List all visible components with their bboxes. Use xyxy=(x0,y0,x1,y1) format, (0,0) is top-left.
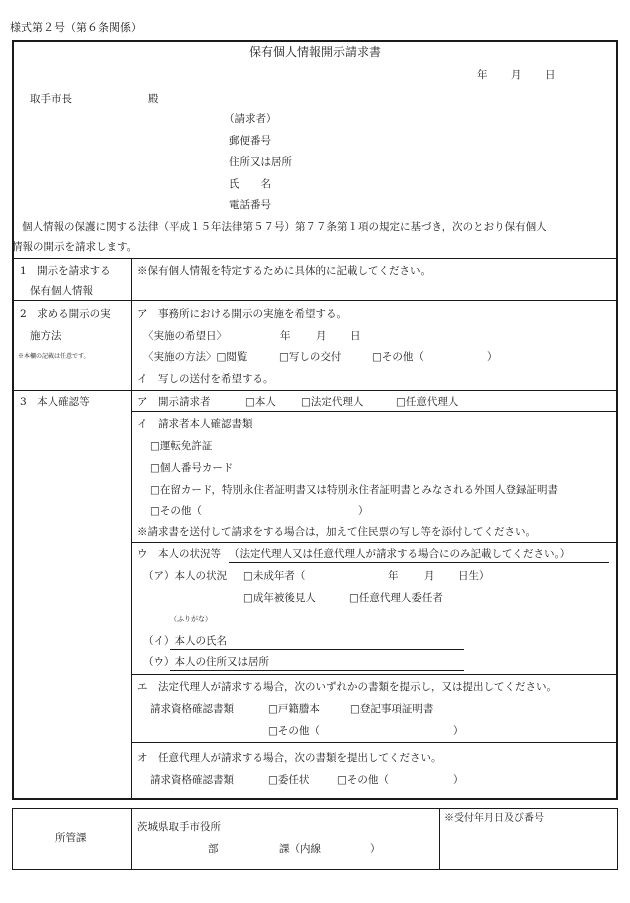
s3-b-other-checkbox[interactable]: □その他（ xyxy=(150,505,202,517)
s3-c-name-underline[interactable] xyxy=(170,649,464,650)
s2-date-year: 年 xyxy=(280,330,291,342)
date-month: 月 xyxy=(511,69,522,81)
s3-c-head-note: （法定代理人又は任意代理人が請求する場合にのみ記載してください。） xyxy=(229,548,571,560)
s3-c-head-underline xyxy=(229,562,609,563)
s2-method-view-checkbox[interactable]: 〈実施の方法〉□閲覧 xyxy=(143,351,248,363)
s3-c-rule xyxy=(131,674,618,675)
requester-address-label: 住所又は居所 xyxy=(229,156,292,168)
date-year: 年 xyxy=(477,69,488,81)
frame-left xyxy=(12,40,14,800)
s3-c-minor-year: 年 xyxy=(388,570,399,582)
s3-c-furigana: （ふりがな） xyxy=(170,615,212,623)
s1-instruction: ※保有個人情報を特定するために具体的に記載してください。 xyxy=(137,265,431,277)
footer-bottom xyxy=(12,869,618,870)
s3-c-name-label: （イ）本人の氏名 xyxy=(143,635,227,647)
s3-c-delegator-checkbox[interactable]: □任意代理人委任者 xyxy=(349,592,443,604)
s3-d-text: エ 法定代理人が請求する場合，次のいずれかの書類を提示し，又は提出してください。 xyxy=(137,681,557,693)
s3-c-address-underline[interactable] xyxy=(170,670,464,671)
s3-c-status-label: （ア）本人の状況 xyxy=(143,570,227,582)
s3-c-head: ウ 本人の状況等 xyxy=(137,548,221,560)
frame-right xyxy=(616,40,618,800)
requester-heading: （請求者） xyxy=(224,113,277,125)
s2-label-line1: 2 求める開示の実 xyxy=(20,308,111,320)
footer-left xyxy=(12,808,13,870)
s3-a-voluntary-rep-checkbox[interactable]: □任意代理人 xyxy=(396,396,459,408)
row1-rule xyxy=(12,300,618,301)
row2-rule xyxy=(12,390,618,391)
intro-line-1: 個人情報の保護に関する法律（平成１５年法律第５７号）第７７条第１項の規定に基づき，次のとおり保有個人 xyxy=(22,221,547,233)
s3-c-guardian-checkbox[interactable]: □成年被後見人 xyxy=(243,592,316,604)
s3-d-rule xyxy=(131,742,618,743)
footer-top xyxy=(12,808,618,809)
footer-divider-2 xyxy=(439,808,440,870)
s3-b-other-close: ） xyxy=(358,505,369,517)
s3-b-note: ※請求書を送付して請求をする場合は，加えて住民票の写し等を添付してください。 xyxy=(137,526,536,538)
table-top-rule xyxy=(12,258,618,259)
footer-divider-1 xyxy=(131,808,132,870)
footer-dept-label: 所管課 xyxy=(55,832,87,844)
frame-top xyxy=(12,40,618,42)
requester-name-label: 氏 名 xyxy=(229,178,271,190)
s3-c-minor-checkbox[interactable]: □未成年者（ xyxy=(243,570,306,582)
s3-a-self-checkbox[interactable]: □本人 xyxy=(245,396,276,408)
s2-label-line2: 施方法 xyxy=(30,330,62,342)
s3-e-proxy-checkbox[interactable]: □委任状 xyxy=(268,774,310,786)
s2-optional-note: ※本欄の記載は任意です。 xyxy=(18,353,90,360)
requester-phone-label: 電話番号 xyxy=(229,199,271,211)
frame-bottom xyxy=(12,798,618,800)
date-day: 日 xyxy=(545,69,556,81)
s3-b-license-checkbox[interactable]: □運転免許証 xyxy=(150,440,213,452)
s3-d-other-checkbox[interactable]: □その他（ xyxy=(268,725,320,737)
s3-e-label: 請求資格確認書類 xyxy=(150,774,234,786)
s3-d-registry-checkbox[interactable]: □登記事項証明書 xyxy=(350,703,434,715)
s3-c-address-label: （ウ）本人の住所又は居所 xyxy=(143,656,269,668)
s3-a-text: ア 開示請求者 xyxy=(137,396,211,408)
label-column-rule xyxy=(131,258,132,798)
form-title: 保有個人情報開示請求書 xyxy=(248,45,381,59)
footer-bu: 部 xyxy=(208,843,219,855)
addressee-name: 取手市長 xyxy=(30,93,72,105)
s1-label-line2: 保有個人情報 xyxy=(30,285,93,297)
s3-d-label: 請求資格確認書類 xyxy=(150,703,234,715)
footer-ka-extension: 課（内線 xyxy=(279,843,321,855)
s3-b-title: イ 請求者本人確認書類 xyxy=(137,418,253,430)
s3-c-minor-day: 日生） xyxy=(458,570,490,582)
s2-option-b: イ 写しの送付を希望する。 xyxy=(137,373,274,385)
s3-b-mynumber-checkbox[interactable]: □個人番号カード xyxy=(150,462,234,474)
s3-b-rule xyxy=(131,542,618,543)
footer-office: 茨城県取手市役所 xyxy=(137,821,221,833)
s2-method-copy-checkbox[interactable]: □写しの交付 xyxy=(279,351,342,363)
form-number: 様式第２号（第６条関係） xyxy=(10,21,142,34)
s2-method-other-checkbox[interactable]: □その他（ xyxy=(372,351,424,363)
addressee-honorific: 殿 xyxy=(148,93,159,105)
s3-a-legal-rep-checkbox[interactable]: □法定代理人 xyxy=(301,396,364,408)
s3-label: 3 本人確認等 xyxy=(20,396,90,408)
intro-line-2: 情報の開示を請求します。 xyxy=(12,241,138,253)
footer-receipt-label: ※受付年月日及び番号 xyxy=(444,813,544,824)
footer-right xyxy=(617,808,618,870)
s3-c-minor-month: 月 xyxy=(424,570,435,582)
s3-d-koseki-checkbox[interactable]: □戸籍謄本 xyxy=(268,703,320,715)
s2-method-other-close: ） xyxy=(487,351,498,363)
s2-option-a: ア 事務所における開示の実施を希望する。 xyxy=(137,308,347,320)
s2-date-day: 日 xyxy=(350,330,361,342)
footer-extension-close: ） xyxy=(370,843,381,855)
s3-b-residence-card-checkbox[interactable]: □在留カード，特別永住者証明書又は特別永住者証明書とみなされる外国人登録証明書 xyxy=(150,484,558,496)
s3-e-text: オ 任意代理人が請求する場合，次の書類を提出してください。 xyxy=(137,752,442,764)
s2-date-month: 月 xyxy=(316,330,327,342)
s3-d-other-close: ） xyxy=(453,725,464,737)
s2-date-label: 〈実施の希望日〉 xyxy=(143,330,227,342)
s3-e-other-checkbox[interactable]: □その他（ xyxy=(337,774,389,786)
s3-e-other-close: ） xyxy=(453,774,464,786)
s1-label-line1: 1 開示を請求する xyxy=(20,265,111,277)
s3-a-rule xyxy=(131,411,618,412)
requester-postal-label: 郵便番号 xyxy=(229,135,271,147)
